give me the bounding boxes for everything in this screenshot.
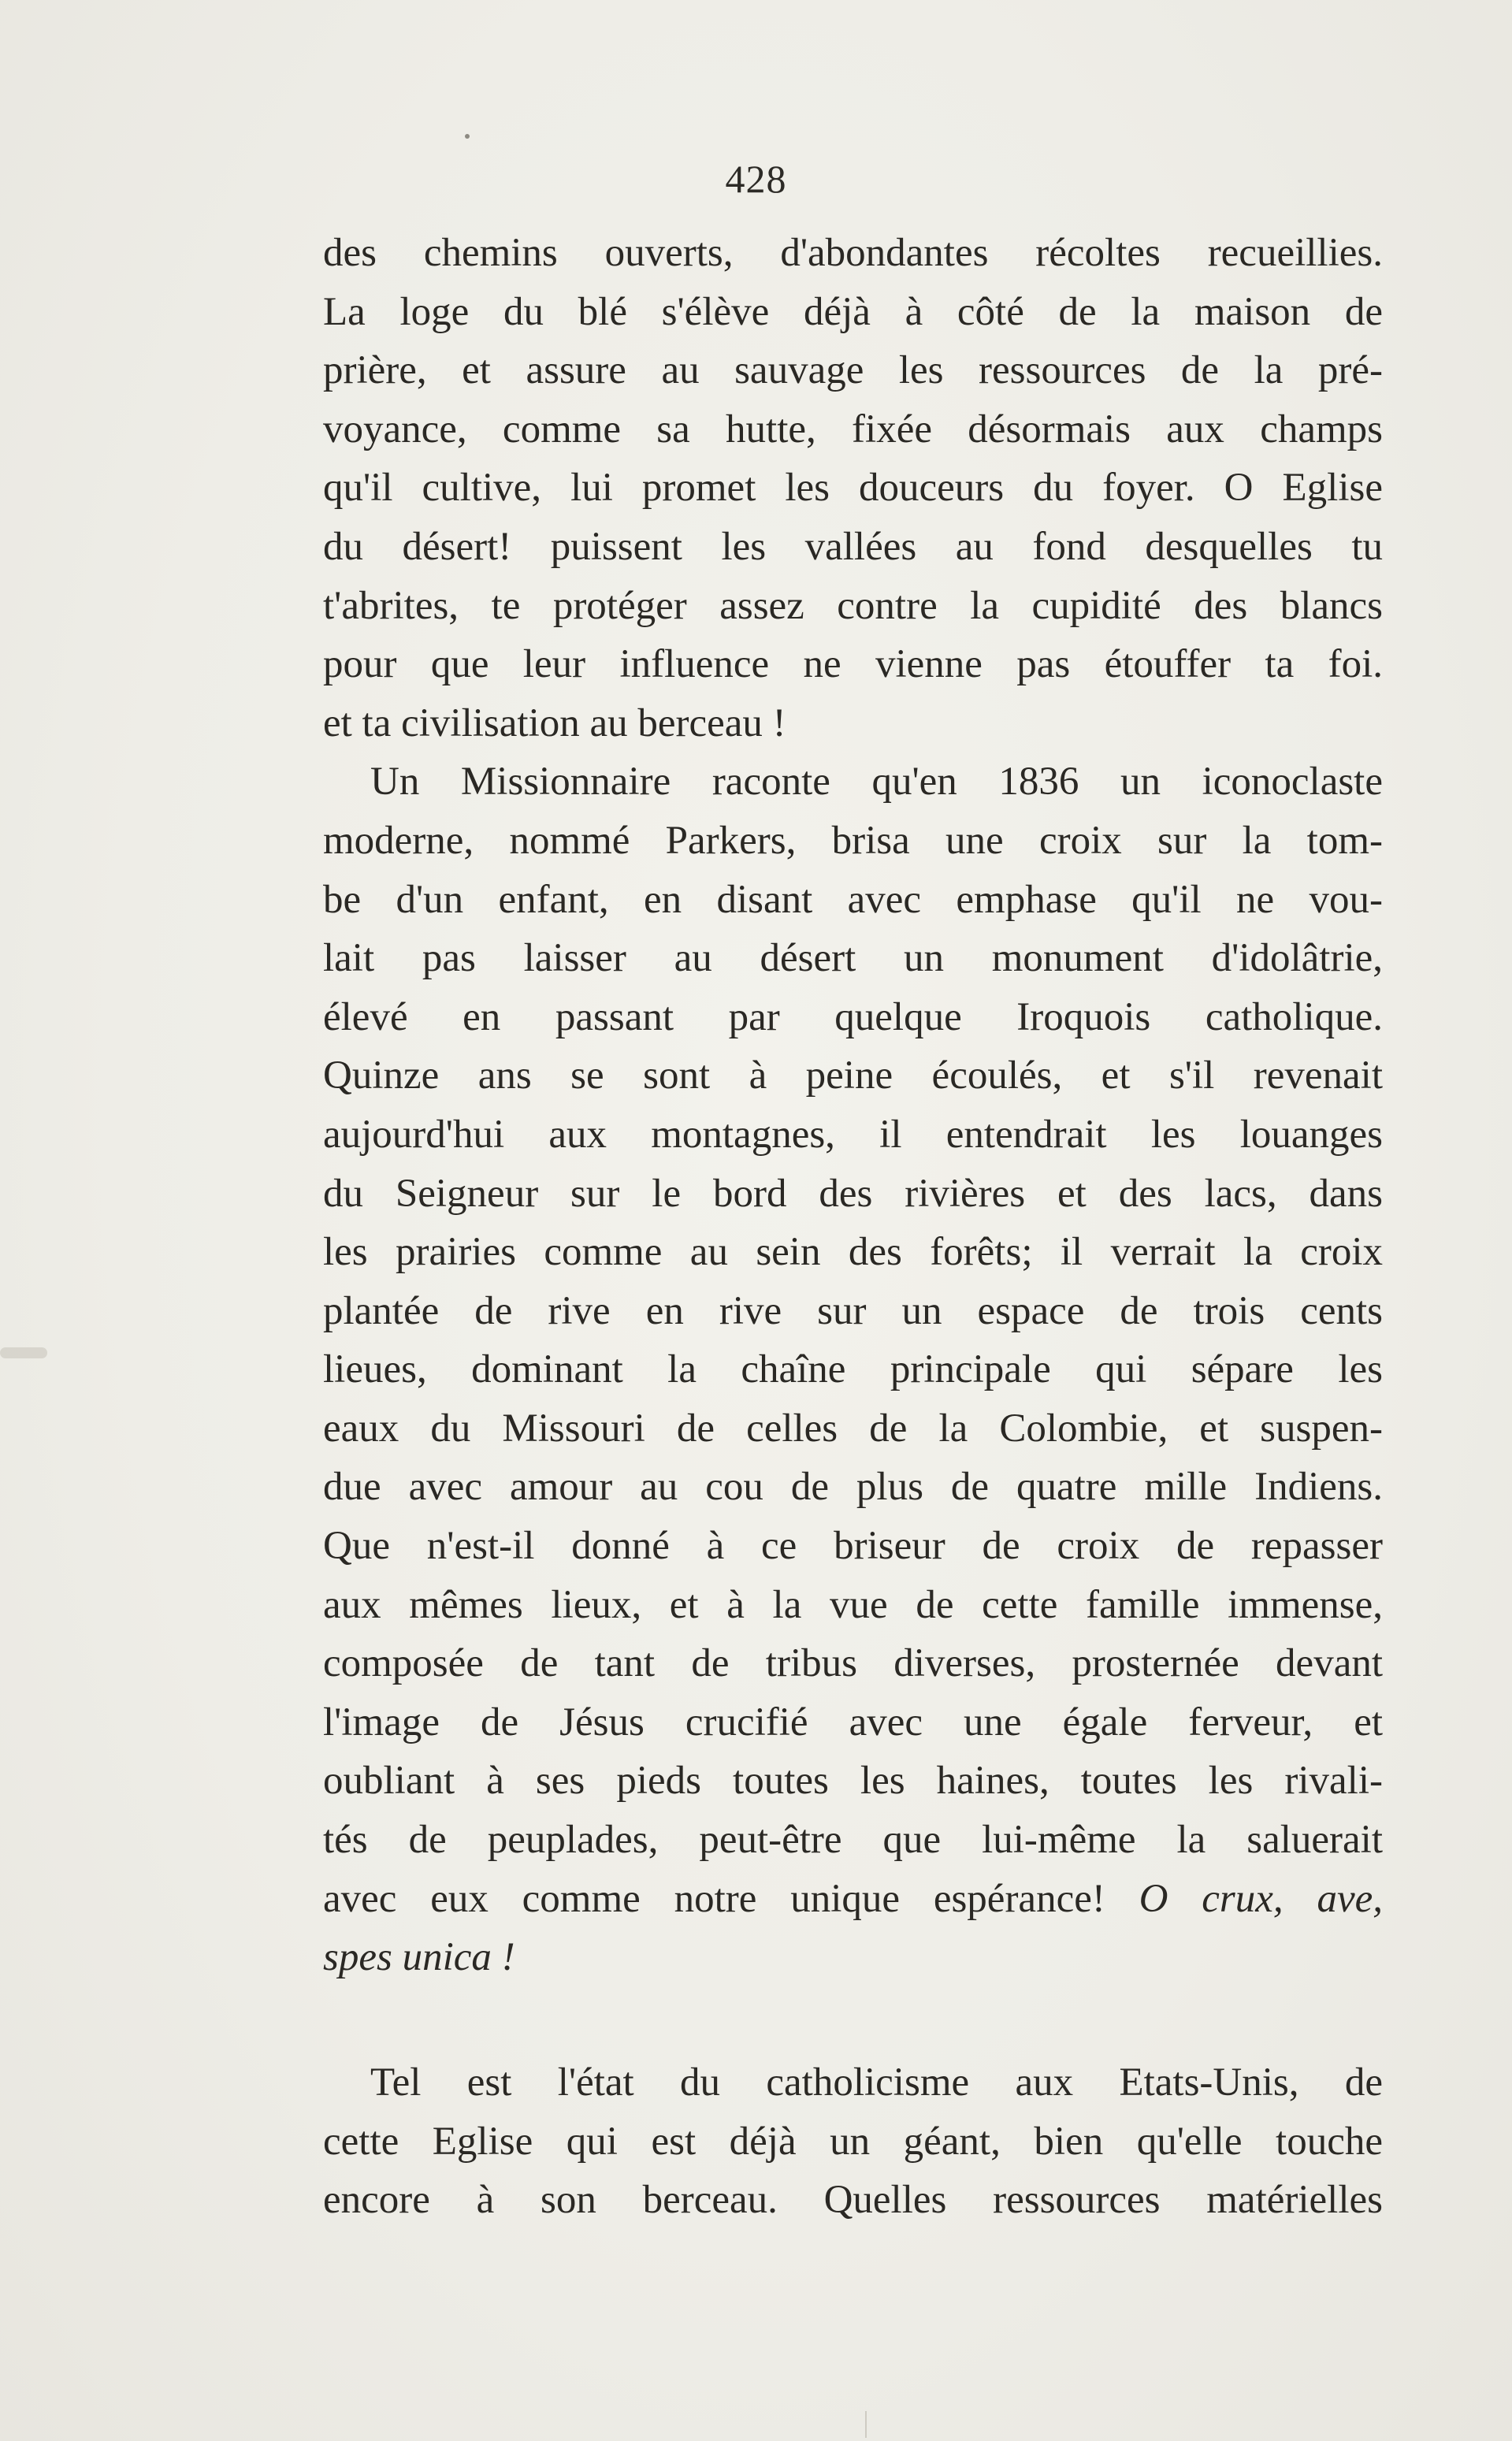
text-line: be d'un enfant, en disant avec emphase qu'il ne vou-	[323, 877, 1383, 922]
page-number: 428	[725, 157, 787, 201]
text-line: tés de peuplades, peut-être que lui-même la saluerait	[323, 1818, 1383, 1863]
closing-text	[323, 2053, 1383, 2230]
margin-smudge	[0, 1347, 47, 1358]
text-line: Tel est l'état du catholicisme aux Etats-Unis, de	[370, 2060, 1383, 2105]
latin-phrase-line: spes unica !	[323, 1935, 515, 1980]
main-text	[323, 224, 1383, 1987]
text-line: du désert! puissent les vallées au fond desquelles tu	[323, 524, 1383, 569]
text-line: oubliant à ses pieds toutes les haines, toutes les rivali-	[323, 1759, 1383, 1804]
gutter-mark	[865, 2411, 867, 2438]
text-line: prière, et assure au sauvage les ressources de la pré-	[323, 348, 1383, 393]
text-line: plantée de rive en rive sur un espace de trois cents	[323, 1288, 1383, 1333]
text-line: composée de tant de tribus diverses, prosternée devant	[323, 1641, 1383, 1686]
text-line: lait pas laisser au désert un monument d'idolâtrie,	[323, 936, 1383, 981]
text-line: qu'il cultive, lui promet les douceurs du foyer. O Eglise	[323, 466, 1383, 511]
text-line: les prairies comme au sein des forêts; il verrait la croix	[323, 1230, 1383, 1275]
text-line: Un Missionnaire raconte qu'en 1836 un iconoclaste	[370, 760, 1383, 804]
text-line: et ta civilisation au berceau !	[323, 700, 786, 745]
text-line: du Seigneur sur le bord des rivières et des lacs, dans	[323, 1171, 1383, 1216]
text-line: élevé en passant par quelque Iroquois catholique.	[323, 994, 1383, 1039]
latin-phrase: O crux, ave,	[1139, 1876, 1383, 1921]
text-line: lieues, dominant la chaîne principale qui sépare les	[323, 1347, 1383, 1392]
text-line-with-latin	[323, 1870, 1383, 1929]
text-line: Que n'est-il donné à ce briseur de croix de repasser	[323, 1524, 1383, 1569]
text-line: pour que leur influence ne vienne pas étouffer ta foi.	[323, 642, 1383, 687]
text-line: eaux du Missouri de celles de la Colombie, et suspen-	[323, 1406, 1383, 1451]
text-line: aujourd'hui aux montagnes, il entendrait les louanges	[323, 1112, 1383, 1157]
text-line: encore à son berceau. Quelles ressources matérielles	[323, 2178, 1383, 2223]
text-line: moderne, nommé Parkers, brisa une croix sur la tom-	[323, 818, 1383, 863]
text-line: voyance, comme sa hutte, fixée désormais aux champs	[323, 407, 1383, 451]
text-line: des chemins ouverts, d'abondantes récoltes recueillies.	[323, 231, 1383, 275]
print-mark	[465, 134, 470, 139]
text-line: La loge du blé s'élève déjà à côté de la maison de	[323, 289, 1383, 334]
text-fragment: avec eux comme notre unique espérance!	[323, 1876, 1139, 1921]
text-line: t'abrites, te protéger assez contre la cupidité des blancs	[323, 583, 1383, 628]
text-line: cette Eglise qui est déjà un géant, bien qu'elle touche	[323, 2119, 1383, 2164]
text-line: aux mêmes lieux, et à la vue de cette famille immense,	[323, 1582, 1383, 1627]
text-line: l'image de Jésus crucifié avec une égale ferveur, et	[323, 1700, 1383, 1744]
text-line: due avec amour au cou de plus de quatre mille Indiens.	[323, 1465, 1383, 1510]
text-line: Quinze ans se sont à peine écoulés, et s'il revenait	[323, 1053, 1383, 1098]
